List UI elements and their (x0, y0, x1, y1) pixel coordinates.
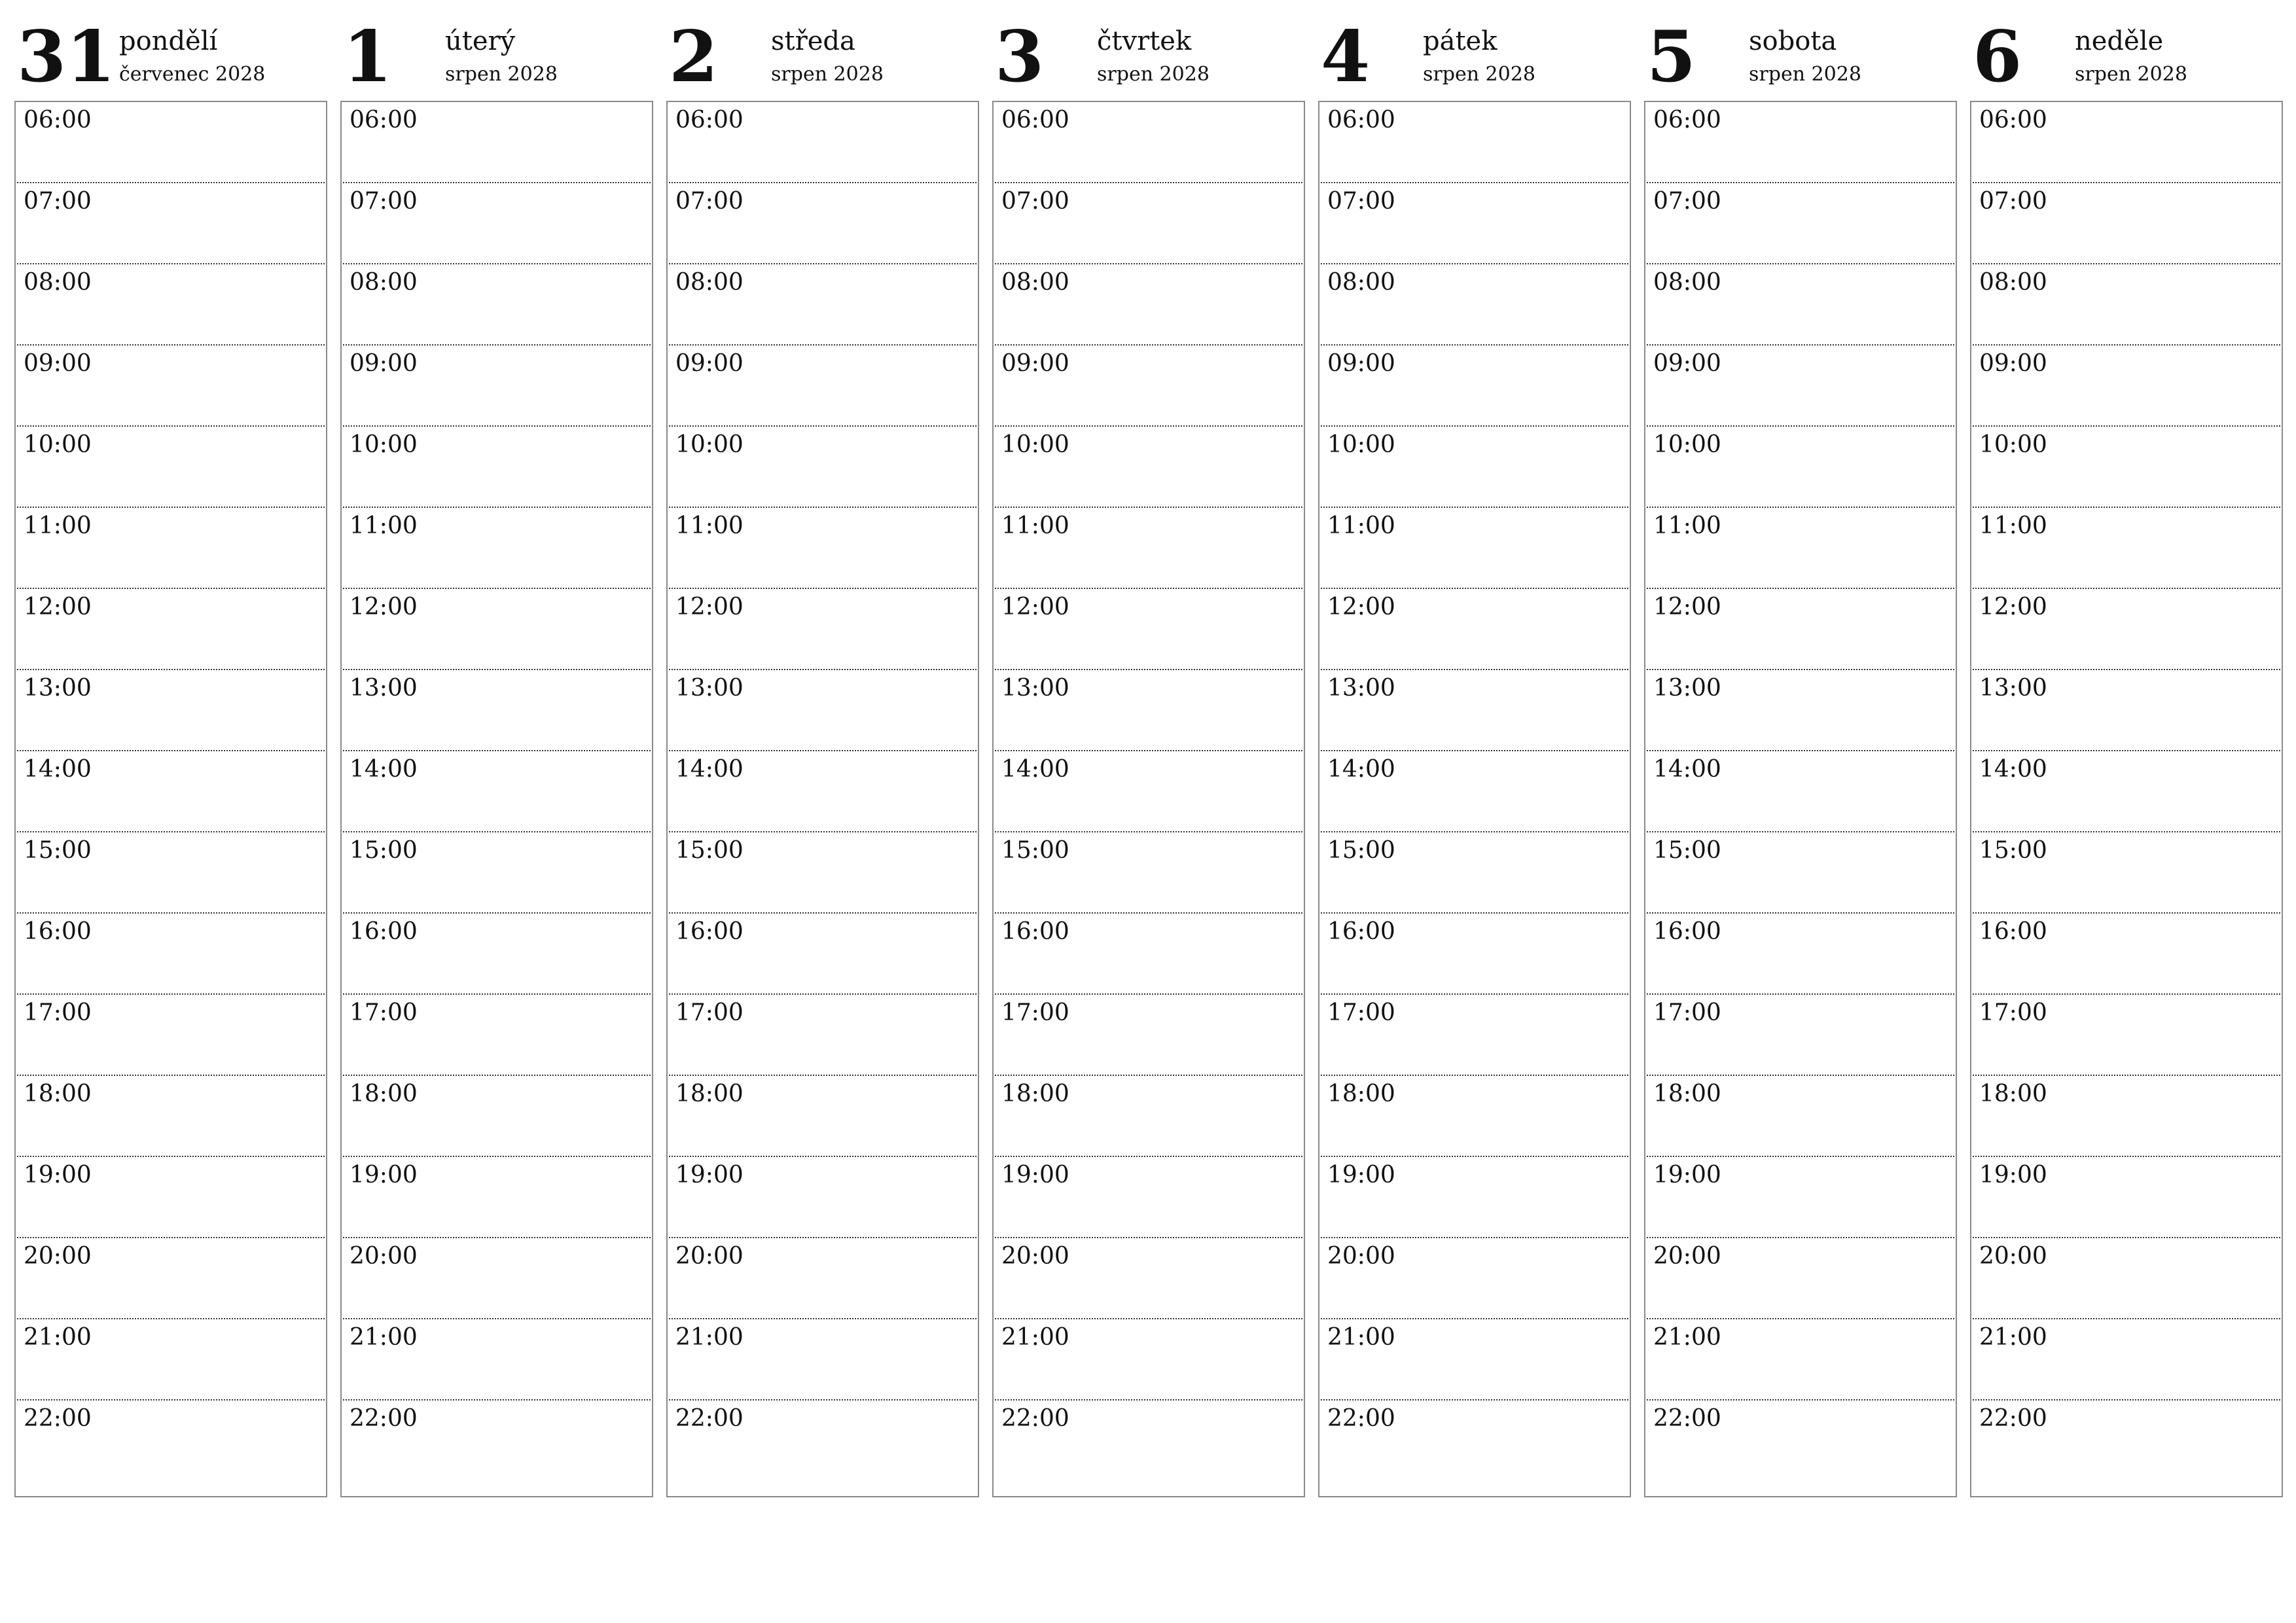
time-label: 07:00 (1979, 188, 2047, 215)
time-label: 18:00 (1653, 1080, 1721, 1107)
time-slot[interactable] (17, 508, 325, 589)
time-label: 21:00 (675, 1324, 744, 1351)
day-schedule (1318, 101, 1631, 1497)
time-slot[interactable] (1647, 1319, 1954, 1400)
time-label: 10:00 (1653, 431, 1721, 458)
time-label: 22:00 (1327, 1405, 1395, 1432)
time-slot[interactable] (17, 183, 325, 264)
time-slot[interactable] (1647, 832, 1954, 914)
time-label: 14:00 (1001, 756, 1069, 783)
time-label: 13:00 (1327, 675, 1395, 702)
time-label: 09:00 (1653, 350, 1721, 377)
time-label: 07:00 (24, 188, 92, 215)
time-slot[interactable] (995, 508, 1302, 589)
day-column (992, 0, 1305, 1432)
time-slot[interactable] (1647, 264, 1954, 346)
time-label: 09:00 (1327, 350, 1395, 377)
time-label: 11:00 (24, 512, 92, 539)
day-column (666, 0, 979, 1432)
time-slot[interactable] (669, 1076, 977, 1157)
time-label: 09:00 (1001, 350, 1069, 377)
day-column (1318, 0, 1631, 1432)
time-slot[interactable] (17, 670, 325, 751)
time-slot[interactable] (995, 1238, 1302, 1319)
time-label: 09:00 (350, 350, 418, 377)
day-header (1644, 0, 1957, 98)
time-slot[interactable] (1321, 1400, 1628, 1482)
time-label: 17:00 (350, 999, 418, 1026)
time-label: 08:00 (24, 269, 92, 296)
time-slot[interactable] (1973, 1400, 2280, 1482)
time-label: 10:00 (1979, 431, 2047, 458)
time-label: 18:00 (1001, 1080, 1069, 1107)
time-slot[interactable] (1973, 346, 2280, 427)
time-label: 19:00 (1001, 1162, 1069, 1188)
time-slot[interactable] (995, 1076, 1302, 1157)
day-number: 5 (1647, 16, 1696, 98)
time-slot[interactable] (1321, 264, 1628, 346)
time-label: 11:00 (1653, 512, 1721, 539)
day-schedule (14, 101, 327, 1497)
time-slot[interactable] (343, 264, 651, 346)
time-slot[interactable] (1647, 346, 1954, 427)
time-slot[interactable] (1647, 1400, 1954, 1482)
time-slot[interactable] (343, 832, 651, 914)
time-label: 09:00 (1979, 350, 2047, 377)
time-slot[interactable] (995, 102, 1302, 183)
time-label: 08:00 (1327, 269, 1395, 296)
time-slot[interactable] (1321, 183, 1628, 264)
time-slot[interactable] (669, 183, 977, 264)
time-slot[interactable] (1647, 183, 1954, 264)
time-slot[interactable] (1321, 1238, 1628, 1319)
time-label: 17:00 (1979, 999, 2047, 1026)
time-slot[interactable] (1973, 508, 2280, 589)
time-slot[interactable] (1321, 670, 1628, 751)
time-slot[interactable] (17, 1157, 325, 1238)
time-label: 06:00 (1327, 107, 1395, 134)
time-slot[interactable] (669, 1238, 977, 1319)
time-slot[interactable] (1973, 589, 2280, 670)
time-slot[interactable] (1973, 1157, 2280, 1238)
day-name: úterý (445, 26, 516, 56)
time-slot[interactable] (1647, 427, 1954, 508)
time-label: 10:00 (350, 431, 418, 458)
time-slot[interactable] (1321, 346, 1628, 427)
time-slot[interactable] (995, 751, 1302, 832)
day-column (340, 0, 653, 1432)
time-label: 09:00 (24, 350, 92, 377)
time-slot[interactable] (995, 995, 1302, 1076)
time-label: 16:00 (350, 918, 418, 945)
time-slot[interactable] (1973, 832, 2280, 914)
time-slot[interactable] (1973, 914, 2280, 995)
time-slot[interactable] (17, 427, 325, 508)
time-slot[interactable] (995, 670, 1302, 751)
time-slot[interactable] (17, 1319, 325, 1400)
time-label: 14:00 (1327, 756, 1395, 783)
time-label: 07:00 (350, 188, 418, 215)
time-label: 18:00 (1979, 1080, 2047, 1107)
day-month: srpen 2028 (771, 63, 884, 86)
time-slot[interactable] (1973, 1319, 2280, 1400)
time-label: 12:00 (1327, 594, 1395, 620)
time-slot[interactable] (995, 1319, 1302, 1400)
time-label: 15:00 (350, 837, 418, 864)
time-slot[interactable] (343, 751, 651, 832)
time-label: 19:00 (24, 1162, 92, 1188)
time-slot[interactable] (17, 995, 325, 1076)
time-label: 16:00 (24, 918, 92, 945)
day-name: čtvrtek (1097, 26, 1192, 56)
time-slot[interactable] (17, 1238, 325, 1319)
time-label: 19:00 (1979, 1162, 2047, 1188)
time-slot[interactable] (343, 1238, 651, 1319)
time-slot[interactable] (343, 670, 651, 751)
time-slot[interactable] (995, 264, 1302, 346)
time-label: 10:00 (675, 431, 744, 458)
time-label: 12:00 (675, 594, 744, 620)
time-label: 08:00 (1653, 269, 1721, 296)
time-slot[interactable] (343, 1319, 651, 1400)
time-slot[interactable] (669, 589, 977, 670)
time-slot[interactable] (1647, 1238, 1954, 1319)
time-slot[interactable] (669, 1319, 977, 1400)
time-label: 19:00 (675, 1162, 744, 1188)
time-label: 18:00 (350, 1080, 418, 1107)
time-slot[interactable] (343, 427, 651, 508)
time-slot[interactable] (343, 1076, 651, 1157)
time-label: 16:00 (1001, 918, 1069, 945)
time-label: 10:00 (1001, 431, 1069, 458)
day-month: červenec 2028 (119, 63, 266, 86)
time-label: 11:00 (675, 512, 744, 539)
time-slot[interactable] (1321, 427, 1628, 508)
time-label: 11:00 (1979, 512, 2047, 539)
time-label: 12:00 (1001, 594, 1069, 620)
day-header (992, 0, 1305, 98)
time-slot[interactable] (669, 346, 977, 427)
day-schedule (1970, 101, 2283, 1497)
time-slot[interactable] (1973, 102, 2280, 183)
time-slot[interactable] (669, 1400, 977, 1482)
time-label: 06:00 (1979, 107, 2047, 134)
time-label: 21:00 (1653, 1324, 1721, 1351)
time-slot[interactable] (17, 1076, 325, 1157)
day-number: 3 (995, 16, 1045, 98)
time-slot[interactable] (1647, 670, 1954, 751)
time-slot[interactable] (669, 751, 977, 832)
day-header (1318, 0, 1631, 98)
day-schedule (1644, 101, 1957, 1497)
time-label: 06:00 (24, 107, 92, 134)
time-slot[interactable] (343, 102, 651, 183)
day-header (340, 0, 653, 98)
time-slot[interactable] (669, 832, 977, 914)
time-label: 20:00 (24, 1243, 92, 1270)
time-label: 17:00 (1001, 999, 1069, 1026)
time-label: 20:00 (1979, 1243, 2047, 1270)
time-label: 14:00 (675, 756, 744, 783)
time-slot[interactable] (669, 102, 977, 183)
time-slot[interactable] (343, 1157, 651, 1238)
day-column (1970, 0, 2283, 1432)
time-slot[interactable] (669, 995, 977, 1076)
time-label: 08:00 (1001, 269, 1069, 296)
time-label: 07:00 (675, 188, 744, 215)
time-slot[interactable] (669, 508, 977, 589)
time-slot[interactable] (995, 1400, 1302, 1482)
time-slot[interactable] (1973, 183, 2280, 264)
time-slot[interactable] (669, 427, 977, 508)
time-slot[interactable] (17, 914, 325, 995)
time-label: 12:00 (1653, 594, 1721, 620)
time-label: 20:00 (1653, 1243, 1721, 1270)
time-label: 13:00 (675, 675, 744, 702)
time-label: 10:00 (24, 431, 92, 458)
time-slot[interactable] (995, 832, 1302, 914)
time-label: 16:00 (675, 918, 744, 945)
day-name: neděle (2075, 26, 2164, 56)
day-column (1644, 0, 1957, 1432)
time-slot[interactable] (1647, 508, 1954, 589)
time-label: 16:00 (1653, 918, 1721, 945)
time-label: 16:00 (1327, 918, 1395, 945)
time-slot[interactable] (343, 183, 651, 264)
time-label: 11:00 (1327, 512, 1395, 539)
time-slot[interactable] (1647, 995, 1954, 1076)
time-label: 06:00 (1001, 107, 1069, 134)
time-label: 22:00 (24, 1405, 92, 1432)
time-label: 22:00 (675, 1405, 744, 1432)
day-name: pátek (1423, 26, 1498, 56)
time-label: 17:00 (1653, 999, 1721, 1026)
time-slot[interactable] (17, 346, 325, 427)
time-label: 07:00 (1653, 188, 1721, 215)
time-label: 21:00 (1979, 1324, 2047, 1351)
day-number: 4 (1321, 16, 1371, 98)
day-number: 2 (669, 16, 719, 98)
time-slot[interactable] (1973, 427, 2280, 508)
time-slot[interactable] (995, 183, 1302, 264)
day-month: srpen 2028 (1749, 63, 1861, 86)
time-slot[interactable] (17, 102, 325, 183)
time-label: 07:00 (1001, 188, 1069, 215)
time-label: 22:00 (1979, 1405, 2047, 1432)
time-label: 14:00 (1979, 756, 2047, 783)
time-slot[interactable] (1321, 508, 1628, 589)
time-label: 21:00 (350, 1324, 418, 1351)
time-slot[interactable] (1973, 264, 2280, 346)
time-label: 18:00 (675, 1080, 744, 1107)
time-label: 16:00 (1979, 918, 2047, 945)
time-label: 21:00 (1001, 1324, 1069, 1351)
time-label: 19:00 (1653, 1162, 1721, 1188)
time-label: 13:00 (1979, 675, 2047, 702)
time-label: 21:00 (1327, 1324, 1395, 1351)
day-header (1970, 0, 2283, 98)
time-label: 12:00 (24, 594, 92, 620)
time-label: 21:00 (24, 1324, 92, 1351)
time-label: 09:00 (675, 350, 744, 377)
day-header (14, 0, 327, 98)
time-label: 07:00 (1327, 188, 1395, 215)
time-label: 08:00 (350, 269, 418, 296)
time-label: 14:00 (350, 756, 418, 783)
time-label: 20:00 (1001, 1243, 1069, 1270)
time-label: 17:00 (675, 999, 744, 1026)
time-slot[interactable] (669, 1157, 977, 1238)
time-slot[interactable] (343, 995, 651, 1076)
time-slot[interactable] (1647, 914, 1954, 995)
time-slot[interactable] (1647, 589, 1954, 670)
time-label: 20:00 (350, 1243, 418, 1270)
time-slot[interactable] (1321, 1319, 1628, 1400)
time-slot[interactable] (17, 832, 325, 914)
time-label: 12:00 (1979, 594, 2047, 620)
time-slot[interactable] (1973, 751, 2280, 832)
time-slot[interactable] (343, 914, 651, 995)
time-label: 15:00 (1653, 837, 1721, 864)
time-label: 14:00 (1653, 756, 1721, 783)
time-label: 13:00 (24, 675, 92, 702)
time-slot[interactable] (17, 264, 325, 346)
day-number: 1 (343, 16, 393, 98)
time-slot[interactable] (1647, 1157, 1954, 1238)
time-label: 19:00 (350, 1162, 418, 1188)
time-slot[interactable] (1321, 1076, 1628, 1157)
time-label: 11:00 (1001, 512, 1069, 539)
time-label: 20:00 (1327, 1243, 1395, 1270)
time-slot[interactable] (995, 914, 1302, 995)
day-month: srpen 2028 (1423, 63, 1535, 86)
time-label: 22:00 (1001, 1405, 1069, 1432)
time-label: 22:00 (350, 1405, 418, 1432)
time-label: 15:00 (675, 837, 744, 864)
day-schedule (340, 101, 653, 1497)
time-label: 15:00 (1001, 837, 1069, 864)
time-slot[interactable] (1973, 1238, 2280, 1319)
day-name: pondělí (119, 26, 218, 56)
time-slot[interactable] (343, 508, 651, 589)
time-label: 13:00 (1653, 675, 1721, 702)
day-schedule (992, 101, 1305, 1497)
time-label: 15:00 (1979, 837, 2047, 864)
time-slot[interactable] (17, 589, 325, 670)
time-slot[interactable] (995, 1157, 1302, 1238)
time-slot[interactable] (1973, 995, 2280, 1076)
time-label: 18:00 (24, 1080, 92, 1107)
time-label: 15:00 (1327, 837, 1395, 864)
time-label: 18:00 (1327, 1080, 1395, 1107)
time-slot[interactable] (1321, 832, 1628, 914)
time-label: 14:00 (24, 756, 92, 783)
time-slot[interactable] (1321, 102, 1628, 183)
time-slot[interactable] (1321, 751, 1628, 832)
time-slot[interactable] (343, 589, 651, 670)
day-month: srpen 2028 (1097, 63, 1210, 86)
time-slot[interactable] (669, 670, 977, 751)
time-label: 22:00 (1653, 1405, 1721, 1432)
time-label: 15:00 (24, 837, 92, 864)
time-slot[interactable] (1321, 914, 1628, 995)
time-label: 08:00 (675, 269, 744, 296)
time-slot[interactable] (1321, 589, 1628, 670)
time-slot[interactable] (1973, 1076, 2280, 1157)
time-slot[interactable] (343, 346, 651, 427)
day-name: středa (771, 26, 855, 56)
time-label: 08:00 (1979, 269, 2047, 296)
day-month: srpen 2028 (2075, 63, 2187, 86)
time-slot[interactable] (669, 264, 977, 346)
day-column (14, 0, 327, 1432)
time-label: 06:00 (1653, 107, 1721, 134)
time-label: 17:00 (1327, 999, 1395, 1026)
time-slot[interactable] (17, 751, 325, 832)
day-schedule (666, 101, 979, 1497)
time-slot[interactable] (995, 427, 1302, 508)
time-slot[interactable] (1647, 751, 1954, 832)
day-month: srpen 2028 (445, 63, 558, 86)
day-name: sobota (1749, 26, 1837, 56)
time-slot[interactable] (1973, 670, 2280, 751)
day-number: 31 (17, 16, 116, 98)
time-label: 19:00 (1327, 1162, 1395, 1188)
time-slot[interactable] (17, 1400, 325, 1482)
time-label: 17:00 (24, 999, 92, 1026)
time-slot[interactable] (669, 914, 977, 995)
time-label: 11:00 (350, 512, 418, 539)
time-label: 13:00 (350, 675, 418, 702)
time-slot[interactable] (1321, 995, 1628, 1076)
time-label: 10:00 (1327, 431, 1395, 458)
time-slot[interactable] (1647, 1076, 1954, 1157)
time-label: 20:00 (675, 1243, 744, 1270)
time-slot[interactable] (343, 1400, 651, 1482)
time-label: 13:00 (1001, 675, 1069, 702)
time-slot[interactable] (995, 346, 1302, 427)
time-slot[interactable] (1321, 1157, 1628, 1238)
time-slot[interactable] (1647, 102, 1954, 183)
time-label: 12:00 (350, 594, 418, 620)
time-label: 06:00 (350, 107, 418, 134)
time-slot[interactable] (995, 589, 1302, 670)
time-label: 06:00 (675, 107, 744, 134)
day-header (666, 0, 979, 98)
day-number: 6 (1973, 16, 2022, 98)
